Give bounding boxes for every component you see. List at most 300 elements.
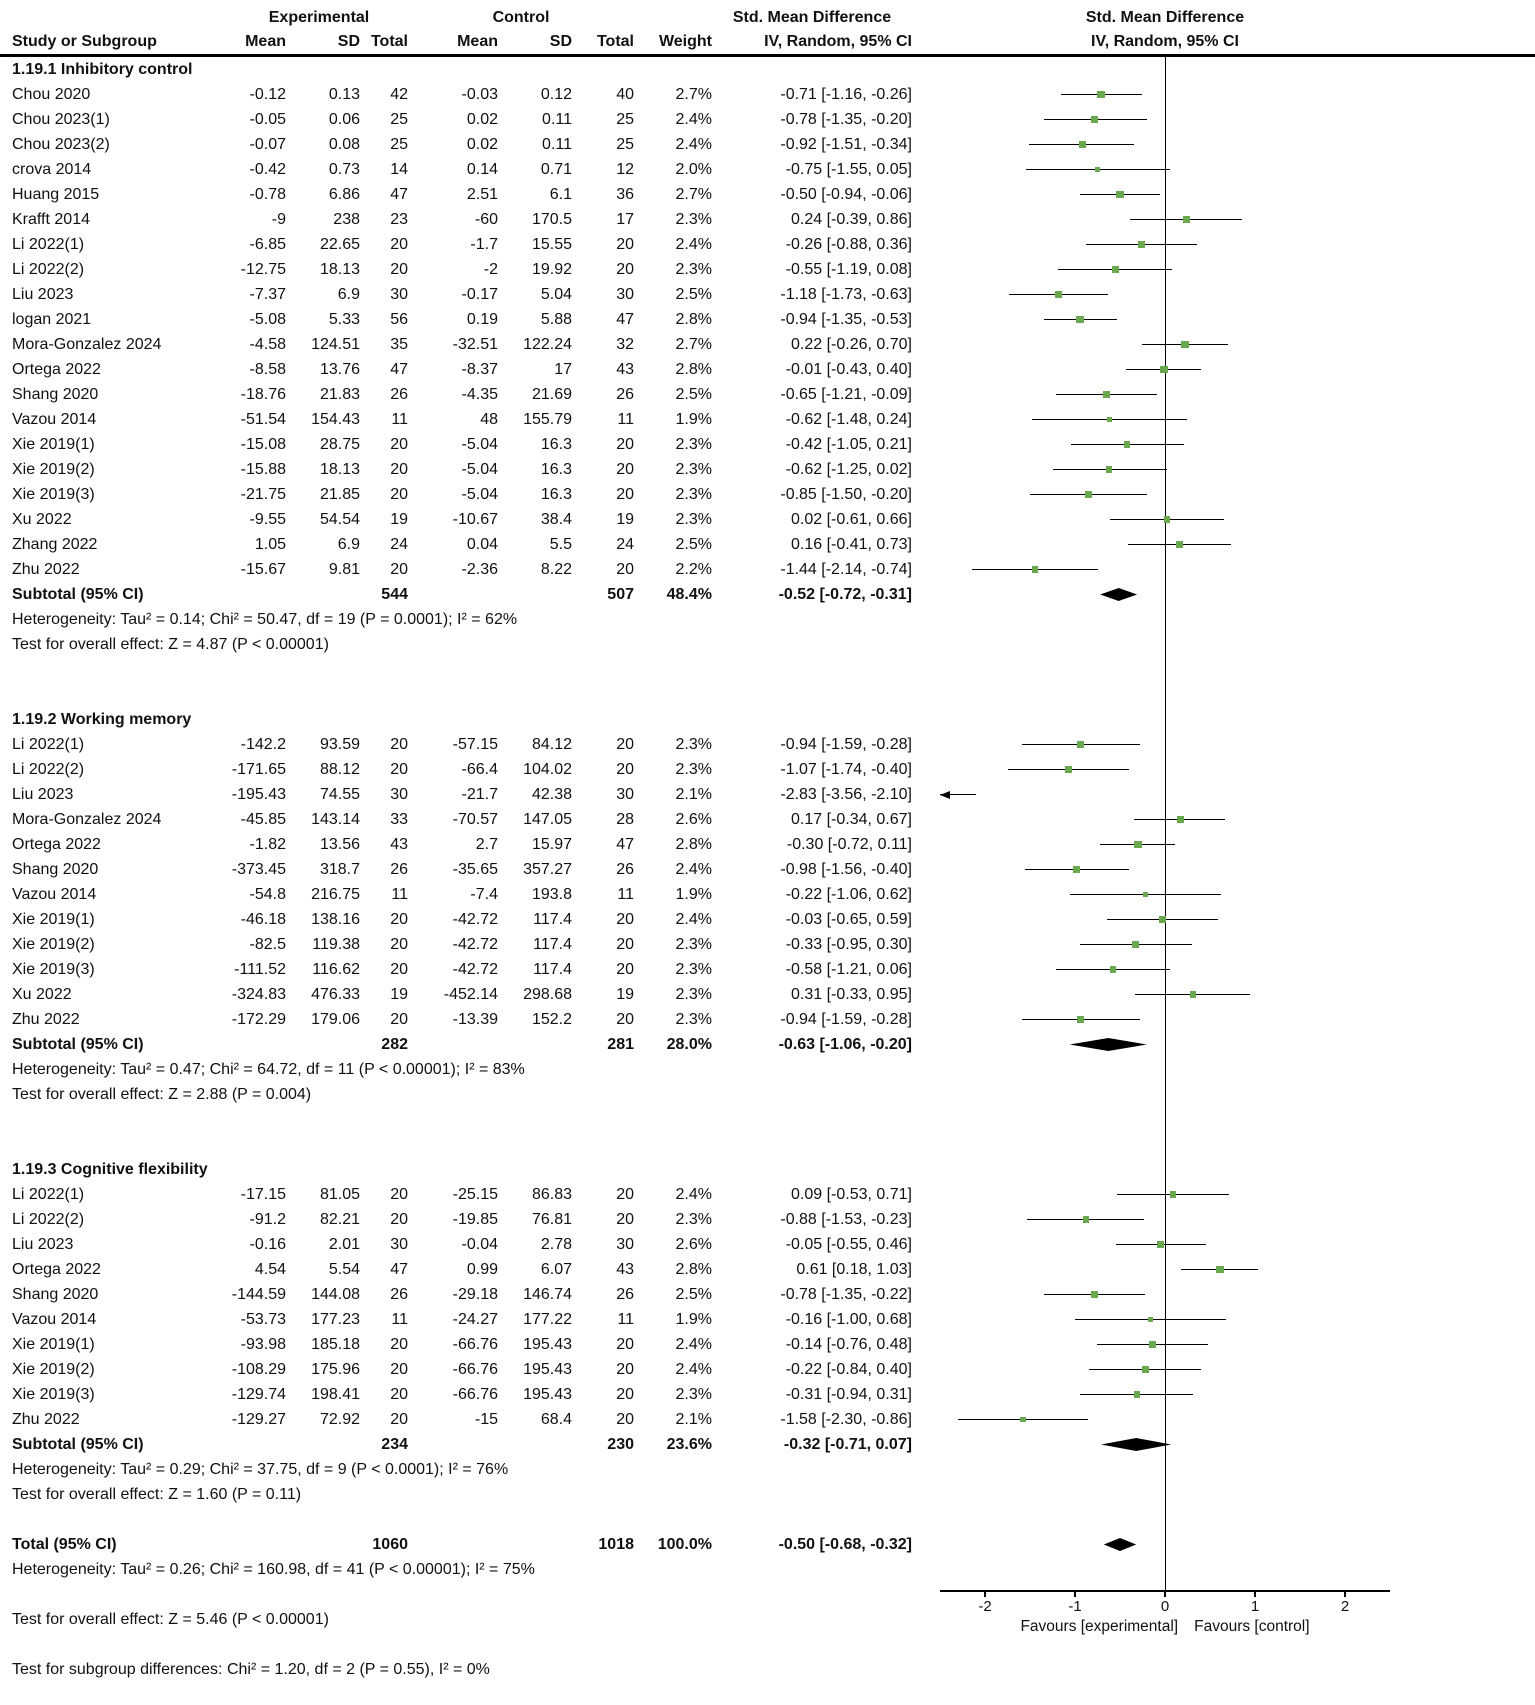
mean-ctrl-cell: -1.7 (470, 236, 498, 253)
sd-exp-cell: 6.86 (328, 186, 360, 203)
mean-ctrl-cell: -2.36 (461, 561, 498, 578)
sd-exp-cell: 124.51 (311, 336, 360, 353)
study-name: Li 2022(1) (12, 236, 85, 253)
weight-cell: 2.2% (675, 561, 712, 578)
blank-row (0, 1132, 1535, 1157)
total-ctrl-cell: 507 (607, 586, 634, 603)
sd-ctrl-cell: 16.3 (540, 436, 572, 453)
axis-tick-label: 0 (1160, 1598, 1170, 1615)
weight-cell: 2.3% (675, 1386, 712, 1403)
study-row (0, 1182, 1535, 1207)
ci-text-cell: -0.52 [-0.72, -0.31] (778, 586, 912, 603)
total-ctrl-cell: 20 (616, 1186, 634, 1203)
ci-text-cell: -0.75 [-1.55, 0.05] (785, 161, 912, 178)
total-ctrl-cell: 25 (616, 136, 634, 153)
sd-exp-cell (286, 1032, 360, 1057)
sd-exp-cell: 21.85 (319, 486, 360, 503)
sd-ctrl-cell: 147.05 (523, 811, 572, 828)
mean-exp-cell: -144.59 (231, 1286, 286, 1303)
sd-exp-cell: 13.76 (319, 361, 360, 378)
total-exp-cell: 282 (381, 1036, 408, 1053)
sd-ctrl-cell: 170.5 (531, 211, 572, 228)
total-ctrl-cell: 20 (616, 961, 634, 978)
study-row (0, 832, 1535, 857)
study-name: Li 2022(2) (12, 761, 85, 778)
ci-text-cell: -2.83 [-3.56, -2.10] (780, 786, 912, 803)
stats-text: Test for overall effect: Z = 5.46 (P < 0.00001) (12, 1611, 329, 1628)
study-row (0, 157, 1535, 182)
sd-exp-cell: 216.75 (311, 886, 360, 903)
mean-ctrl-cell: -25.15 (452, 1186, 498, 1203)
total-ctrl-cell: 30 (616, 1236, 634, 1253)
iv-plot-column-header: IV, Random, 95% CI (1091, 33, 1239, 50)
mean-ctrl-cell: -2 (483, 261, 498, 278)
total-exp-cell: 23 (390, 211, 408, 228)
study-row (0, 207, 1535, 232)
study-row (0, 232, 1535, 257)
stats-text: Test for overall effect: Z = 4.87 (P < 0.00001) (12, 636, 329, 653)
mean-exp-cell: -324.83 (231, 986, 286, 1003)
study-name: Liu 2023 (12, 1236, 74, 1253)
study-name: Huang 2015 (12, 186, 100, 203)
sd-ctrl-cell: 38.4 (540, 511, 572, 528)
total-exp-cell: 25 (390, 136, 408, 153)
sd-exp-cell: 28.75 (319, 436, 360, 453)
mean-exp-cell: -4.58 (249, 336, 286, 353)
study-row (0, 957, 1535, 982)
sd-exp-cell (286, 1532, 360, 1557)
study-row (0, 1232, 1535, 1257)
sd-exp-cell (286, 1432, 360, 1457)
total-ctrl-cell: 1018 (598, 1536, 634, 1553)
header-group-row (0, 6, 1535, 30)
study-name: Li 2022(2) (12, 1211, 85, 1228)
mean-ctrl-cell (408, 582, 498, 607)
total-ctrl-cell: 32 (616, 336, 634, 353)
axis-tick-label: -1 (1068, 1598, 1082, 1615)
total-ctrl-cell: 11 (617, 411, 634, 428)
study-row (0, 1257, 1535, 1282)
mean-exp-cell: -21.75 (240, 486, 286, 503)
total-ctrl-cell: 20 (616, 1361, 634, 1378)
weight-cell: 2.1% (675, 1411, 712, 1428)
ci-text-cell: -1.18 [-1.73, -0.63] (780, 286, 912, 303)
mean-exp-cell: -171.65 (231, 761, 286, 778)
sd-exp-cell: 82.21 (319, 1211, 360, 1228)
favours-right-label: Favours [control] (1194, 1618, 1310, 1635)
total-exp-cell: 20 (390, 1336, 408, 1353)
mean-exp-cell: -7.37 (249, 286, 286, 303)
smd-plot-header: Std. Mean Difference (1085, 9, 1245, 26)
weight-cell: 2.7% (675, 86, 712, 103)
study-row (0, 282, 1535, 307)
sd-ctrl-cell: 195.43 (523, 1361, 572, 1378)
ci-text-cell: -0.22 [-0.84, 0.40] (785, 1361, 912, 1378)
mean-ctrl-cell (408, 1432, 498, 1457)
mean-exp-cell (230, 1432, 286, 1457)
control-group-header: Control (492, 9, 550, 26)
favours-left-label: Favours [experimental] (1020, 1618, 1179, 1635)
sd-ctrl-cell: 42.38 (531, 786, 572, 803)
weight-cell: 2.1% (675, 786, 712, 803)
ci-text-cell: -0.16 [-1.00, 0.68] (785, 1311, 912, 1328)
study-row (0, 432, 1535, 457)
study-row (0, 357, 1535, 382)
total-ctrl-cell: 20 (616, 236, 634, 253)
text-row (0, 1082, 1535, 1107)
mean-ctrl-cell: -8.37 (461, 361, 498, 378)
total-ctrl-cell: 20 (616, 1011, 634, 1028)
mean-exp-cell: -0.16 (249, 1236, 286, 1253)
sd-exp-cell: 22.65 (319, 236, 360, 253)
study-row (0, 507, 1535, 532)
study-name: Subtotal (95% CI) (12, 1436, 144, 1453)
total-ctrl-cell: 20 (616, 936, 634, 953)
mean-exp-cell: -46.18 (240, 911, 286, 928)
text-row (0, 1557, 1535, 1582)
sd-exp-cell: 18.13 (319, 261, 360, 278)
mean-ctrl-cell: 48 (480, 411, 498, 428)
mean-exp-cell: -1.82 (249, 836, 286, 853)
sd-ctrl-cell: 0.11 (542, 136, 572, 153)
mean-exp-cell: -15.08 (240, 436, 286, 453)
mean-ctrl-cell: 0.04 (466, 536, 498, 553)
weight-cell: 2.5% (675, 386, 712, 403)
sd-ctrl-cell: 6.1 (549, 186, 572, 203)
mean-exp-cell: -172.29 (231, 1011, 286, 1028)
sd-exp-cell: 185.18 (311, 1336, 360, 1353)
sd-ctrl-cell (498, 1432, 572, 1457)
ci-text-cell: 0.61 [0.18, 1.03] (796, 1261, 912, 1278)
total-exp-cell: 43 (390, 836, 408, 853)
study-name: Subtotal (95% CI) (12, 1036, 144, 1053)
sd-ctrl-cell: 146.74 (523, 1286, 572, 1303)
mean-exp-cell: -9.55 (249, 511, 286, 528)
mean-exp-header: Mean (245, 33, 286, 50)
total-ctrl-cell: 47 (616, 836, 634, 853)
weight-cell: 2.0% (675, 161, 712, 178)
total-ctrl-cell: 43 (616, 1261, 634, 1278)
mean-exp-cell: -93.98 (240, 1336, 286, 1353)
total-ctrl-cell: 20 (616, 436, 634, 453)
total-exp-cell: 20 (390, 1211, 408, 1228)
study-row (0, 557, 1535, 582)
blank-row (0, 682, 1535, 707)
ci-text-cell: -0.65 [-1.21, -0.09] (780, 386, 912, 403)
stats-text: Heterogeneity: Tau² = 0.29; Chi² = 37.75, df = 9 (P < 0.0001); I² = 76% (12, 1461, 509, 1478)
mean-ctrl-cell: 0.19 (466, 311, 498, 328)
ci-text-cell: -0.71 [-1.16, -0.26] (780, 86, 912, 103)
weight-cell: 2.3% (675, 511, 712, 528)
ci-text-cell: -0.50 [-0.94, -0.06] (780, 186, 912, 203)
weight-cell: 2.3% (675, 1211, 712, 1228)
weight-cell: 2.8% (675, 361, 712, 378)
total-ctrl-cell: 20 (616, 761, 634, 778)
total-ctrl-cell: 230 (607, 1436, 634, 1453)
sd-ctrl-cell: 86.83 (531, 1186, 572, 1203)
sd-exp-cell: 143.14 (311, 811, 360, 828)
mean-exp-cell: -195.43 (231, 786, 286, 803)
total-exp-cell: 234 (381, 1436, 408, 1453)
total-ctrl-cell: 20 (616, 1386, 634, 1403)
mean-ctrl-cell: -5.04 (461, 436, 498, 453)
header-spacer (634, 6, 712, 30)
study-name: Xu 2022 (12, 511, 72, 528)
text-row (0, 1457, 1535, 1482)
study-name: Total (95% CI) (12, 1536, 117, 1553)
total-ctrl-cell: 12 (616, 161, 634, 178)
mean-ctrl-cell: -42.72 (452, 961, 498, 978)
subtotal-row (0, 1432, 1535, 1457)
mean-ctrl-cell: 0.02 (466, 136, 498, 153)
sd-exp-cell: 0.73 (328, 161, 360, 178)
sd-exp-cell: 93.59 (319, 736, 360, 753)
sd-exp-cell: 18.13 (319, 461, 360, 478)
study-row (0, 82, 1535, 107)
weight-cell: 2.4% (675, 1361, 712, 1378)
sd-exp-cell: 72.92 (319, 1411, 360, 1428)
study-name: Xie 2019(1) (12, 911, 95, 928)
sd-ctrl-cell: 76.81 (531, 1211, 572, 1228)
weight-cell: 1.9% (675, 1311, 712, 1328)
sd-ctrl-cell: 15.97 (531, 836, 572, 853)
mean-ctrl-cell: -7.4 (470, 886, 498, 903)
mean-exp-cell: -0.07 (249, 136, 286, 153)
weight-cell: 2.5% (675, 536, 712, 553)
study-name: Li 2022(1) (12, 1186, 85, 1203)
sd-ctrl-cell: 68.4 (540, 1411, 572, 1428)
total-ctrl-cell: 19 (616, 511, 634, 528)
ci-text-cell: 0.09 [-0.53, 0.71] (791, 1186, 912, 1203)
total-ctrl-cell: 19 (616, 986, 634, 1003)
mean-ctrl-cell (408, 1532, 498, 1557)
ci-text-cell: 0.17 [-0.34, 0.67] (791, 811, 912, 828)
mean-exp-cell: -6.85 (249, 236, 286, 253)
sd-ctrl-cell: 298.68 (523, 986, 572, 1003)
sd-ctrl-cell (498, 1032, 572, 1057)
mean-ctrl-header: Mean (457, 33, 498, 50)
total-exp-cell: 20 (390, 561, 408, 578)
sd-ctrl-cell: 15.55 (531, 236, 572, 253)
total-exp-cell: 544 (381, 586, 408, 603)
study-row (0, 407, 1535, 432)
ci-text-cell: -1.44 [-2.14, -0.74] (780, 561, 912, 578)
weight-cell: 2.6% (675, 811, 712, 828)
ci-text-cell: -0.14 [-0.76, 0.48] (785, 1336, 912, 1353)
mean-exp-cell (230, 1032, 286, 1057)
total-exp-cell: 20 (390, 261, 408, 278)
mean-ctrl-cell: -4.35 (461, 386, 498, 403)
total-ctrl-cell: 26 (616, 861, 634, 878)
mean-exp-cell: -45.85 (240, 811, 286, 828)
mean-ctrl-cell: -13.39 (452, 1011, 498, 1028)
sd-ctrl-cell: 195.43 (523, 1336, 572, 1353)
study-name: Li 2022(2) (12, 261, 85, 278)
study-name: Shang 2020 (12, 386, 99, 403)
mean-ctrl-cell: -66.76 (452, 1386, 498, 1403)
total-ctrl-cell: 20 (616, 461, 634, 478)
total-ctrl-cell: 28 (616, 811, 634, 828)
weight-cell: 23.6% (666, 1436, 712, 1453)
total-exp-cell: 47 (390, 1261, 408, 1278)
weight-cell: 2.3% (675, 961, 712, 978)
text-row (0, 1607, 1535, 1632)
mean-exp-cell: 1.05 (254, 536, 286, 553)
ci-text-cell: 0.24 [-0.39, 0.86] (791, 211, 912, 228)
mean-ctrl-cell: -29.18 (452, 1286, 498, 1303)
study-name: Vazou 2014 (12, 886, 97, 903)
total-ctrl-cell: 26 (616, 1286, 634, 1303)
total-ctrl-cell: 11 (617, 886, 634, 903)
rows (0, 57, 1535, 1682)
group-row (0, 57, 1535, 82)
ci-text-cell: -0.98 [-1.56, -0.40] (780, 861, 912, 878)
header-columns-row (0, 30, 1535, 54)
mean-exp-cell: -0.12 (249, 86, 286, 103)
mean-ctrl-cell: -42.72 (452, 936, 498, 953)
total-exp-cell: 11 (391, 1311, 408, 1328)
total-exp-cell: 30 (390, 1236, 408, 1253)
stats-text: Heterogeneity: Tau² = 0.26; Chi² = 160.98, df = 41 (P < 0.00001); I² = 75% (12, 1561, 535, 1578)
total-exp-cell: 35 (390, 336, 408, 353)
study-row (0, 532, 1535, 557)
weight-cell: 1.9% (675, 886, 712, 903)
total-exp-cell: 24 (390, 536, 408, 553)
study-row (0, 1357, 1535, 1382)
study-name: logan 2021 (12, 311, 92, 328)
mean-ctrl-cell: 0.14 (466, 161, 498, 178)
total-exp-cell: 20 (390, 1361, 408, 1378)
weight-cell: 2.3% (675, 486, 712, 503)
ci-text-cell: -0.50 [-0.68, -0.32] (778, 1536, 912, 1553)
total-ctrl-cell: 47 (616, 311, 634, 328)
total-exp-cell: 20 (390, 461, 408, 478)
mean-exp-cell: -51.54 (240, 411, 286, 428)
sd-exp-cell: 81.05 (319, 1186, 360, 1203)
study-name: Ortega 2022 (12, 836, 101, 853)
ci-text-cell: -0.01 [-0.43, 0.40] (785, 361, 912, 378)
study-name: Ortega 2022 (12, 1261, 101, 1278)
total-exp-cell: 30 (390, 286, 408, 303)
study-name: Xie 2019(2) (12, 461, 95, 478)
mean-exp-cell: 4.54 (254, 1261, 286, 1278)
study-name: Krafft 2014 (12, 211, 90, 228)
weight-cell: 2.5% (675, 1286, 712, 1303)
ci-text-cell: -0.92 [-1.51, -0.34] (780, 136, 912, 153)
blank-row (0, 1632, 1535, 1657)
text-row (0, 1482, 1535, 1507)
weight-cell: 2.3% (675, 1011, 712, 1028)
study-row (0, 307, 1535, 332)
weight-cell: 2.8% (675, 311, 712, 328)
sd-ctrl-cell: 117.4 (533, 911, 572, 928)
total-exp-cell: 26 (390, 861, 408, 878)
study-row (0, 257, 1535, 282)
study-row (0, 1407, 1535, 1432)
mean-ctrl-cell: -57.15 (452, 736, 498, 753)
weight-cell: 2.3% (675, 436, 712, 453)
mean-ctrl-cell: -60 (474, 211, 498, 228)
total-exp-cell: 33 (390, 811, 408, 828)
weight-cell: 2.4% (675, 136, 712, 153)
mean-exp-cell: -129.27 (231, 1411, 286, 1428)
text-row (0, 1657, 1535, 1682)
sd-exp-cell: 88.12 (319, 761, 360, 778)
mean-exp-cell: -12.75 (240, 261, 286, 278)
study-name: Zhang 2022 (12, 536, 98, 553)
study-name: Liu 2023 (12, 786, 74, 803)
study-row (0, 757, 1535, 782)
study-row (0, 482, 1535, 507)
text-row (0, 632, 1535, 657)
mean-ctrl-cell: -66.76 (452, 1361, 498, 1378)
study-row (0, 382, 1535, 407)
mean-ctrl-cell: -66.76 (452, 1336, 498, 1353)
total-ctrl-cell: 20 (616, 561, 634, 578)
subtotal-row (0, 1032, 1535, 1057)
total-exp-cell: 20 (390, 936, 408, 953)
mean-ctrl-cell: -5.04 (461, 461, 498, 478)
study-column-header: Study or Subgroup (12, 33, 157, 50)
weight-column-header: Weight (658, 33, 712, 50)
weight-cell: 2.4% (675, 1336, 712, 1353)
study-name: Xie 2019(2) (12, 936, 95, 953)
stats-text: Heterogeneity: Tau² = 0.47; Chi² = 64.72, df = 11 (P < 0.00001); I² = 83% (12, 1061, 525, 1078)
sd-ctrl-cell: 155.79 (523, 411, 572, 428)
total-exp-cell: 47 (390, 186, 408, 203)
sd-exp-cell (286, 582, 360, 607)
mean-ctrl-cell: -32.51 (452, 336, 498, 353)
blank-row (0, 1507, 1535, 1532)
table-header (0, 6, 1535, 57)
study-name: Xie 2019(3) (12, 961, 95, 978)
mean-exp-cell: -142.2 (240, 736, 286, 753)
study-name: Ortega 2022 (12, 361, 101, 378)
subgroup-title: 1.19.1 Inhibitory control (12, 61, 193, 78)
study-name: Xie 2019(1) (12, 1336, 95, 1353)
total-exp-cell: 20 (390, 1186, 408, 1203)
stats-text: Test for overall effect: Z = 2.88 (P = 0.004) (12, 1086, 312, 1103)
weight-cell: 2.4% (675, 911, 712, 928)
sd-ctrl-header: SD (549, 33, 572, 50)
total-ctrl-cell: 36 (616, 186, 634, 203)
study-name: Chou 2023(2) (12, 136, 110, 153)
mean-ctrl-cell: -24.27 (452, 1311, 498, 1328)
text-row (0, 1057, 1535, 1082)
study-name: Xie 2019(1) (12, 436, 95, 453)
study-row (0, 1282, 1535, 1307)
study-name: Shang 2020 (12, 861, 99, 878)
ci-text-cell: -0.33 [-0.95, 0.30] (785, 936, 912, 953)
total-exp-cell: 26 (390, 386, 408, 403)
study-row (0, 882, 1535, 907)
mean-exp-cell: -82.5 (249, 936, 286, 953)
mean-exp-cell: -53.73 (240, 1311, 286, 1328)
sd-ctrl-cell: 195.43 (523, 1386, 572, 1403)
mean-ctrl-cell: 0.99 (466, 1261, 498, 1278)
sd-ctrl-cell: 117.4 (533, 961, 572, 978)
ci-text-cell: -0.88 [-1.53, -0.23] (780, 1211, 912, 1228)
axis-tick-label: -2 (978, 1598, 992, 1615)
sd-ctrl-cell (498, 582, 572, 607)
weight-cell: 2.3% (675, 211, 712, 228)
weight-cell: 2.3% (675, 936, 712, 953)
mean-exp-cell: -0.78 (249, 186, 286, 203)
total-ctrl-cell: 43 (616, 361, 634, 378)
sd-exp-cell: 54.54 (319, 511, 360, 528)
study-row (0, 1007, 1535, 1032)
sd-exp-cell: 0.13 (328, 86, 360, 103)
